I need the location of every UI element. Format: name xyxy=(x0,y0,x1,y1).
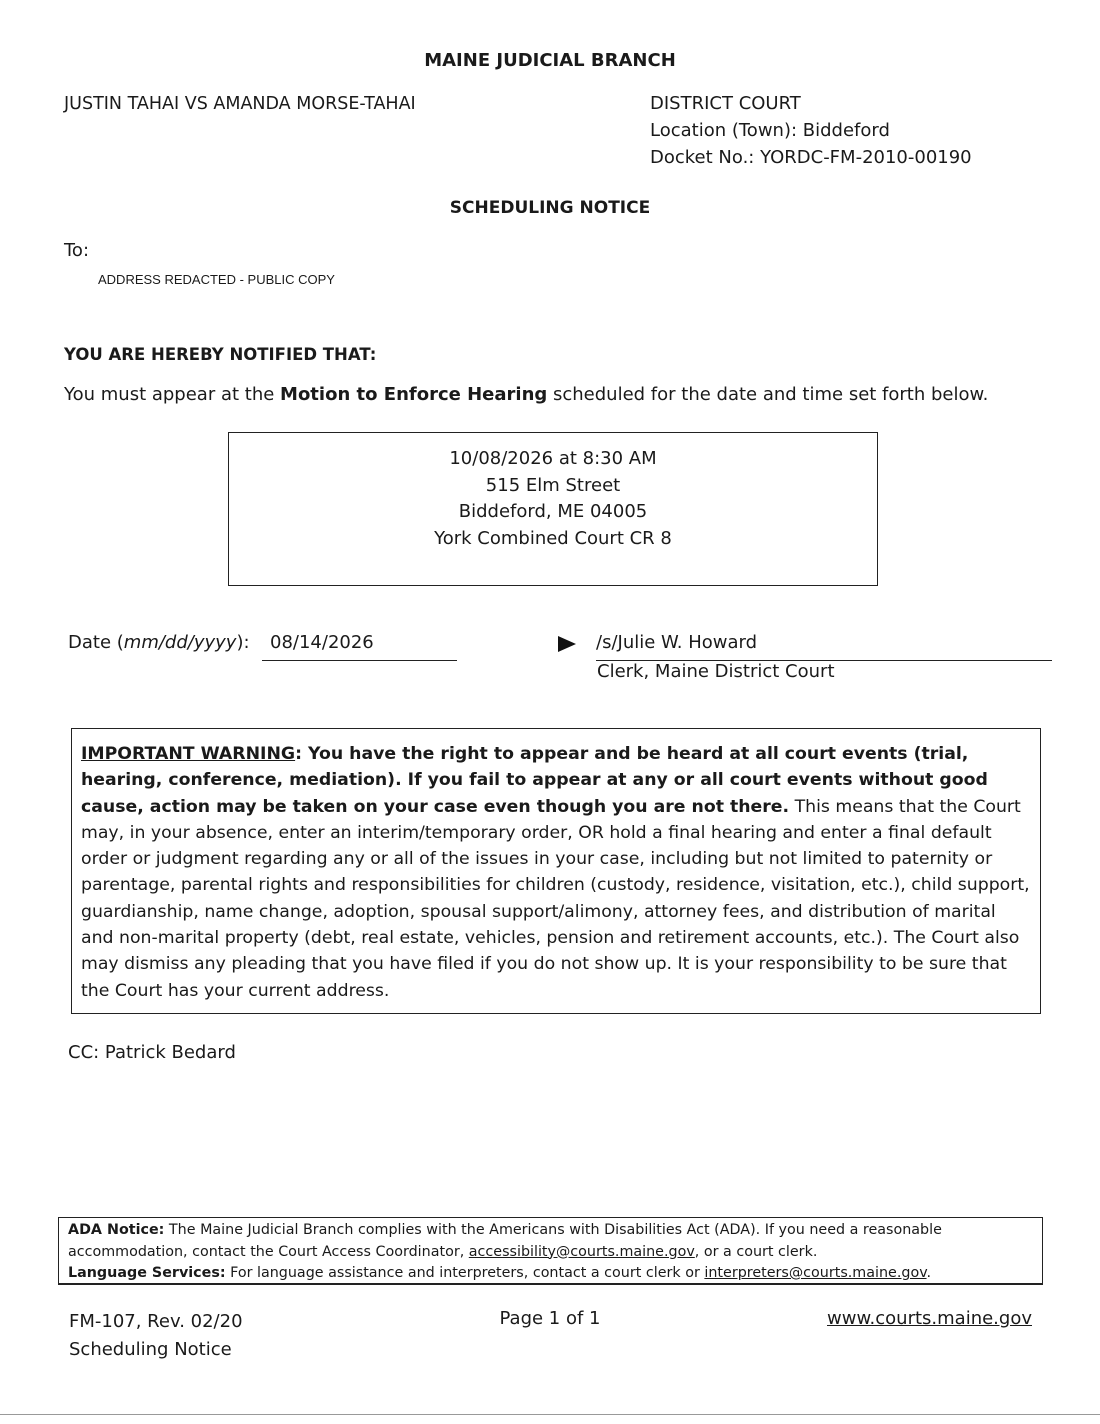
hearing-type: Motion to Enforce Hearing xyxy=(280,384,548,405)
clerk-signature: /s/Julie W. Howard xyxy=(596,632,1052,661)
case-title: JUSTIN TAHAI VS AMANDA MORSE-TAHAI xyxy=(64,94,416,114)
warning-label: IMPORTANT WARNING xyxy=(81,744,296,764)
court-location: Location (Town): Biddeford xyxy=(650,120,890,141)
date-label-suffix: ): xyxy=(236,632,250,653)
court-name: DISTRICT COURT xyxy=(650,93,801,114)
language-label: Language Services: xyxy=(68,1265,226,1281)
appear-prefix: You must appear at the xyxy=(64,384,281,405)
form-id: FM-107, Rev. 02/20 xyxy=(69,1311,243,1332)
language-tail: . xyxy=(926,1265,932,1281)
hearing-street: 515 Elm Street xyxy=(485,474,621,496)
interpreters-email-link[interactable]: interpreters@courts.maine.gov xyxy=(704,1265,927,1281)
appear-suffix: scheduled for the date and time set forth below. xyxy=(547,384,989,405)
court-info xyxy=(650,90,972,171)
hearing-city: Biddeford, ME 04005 xyxy=(458,501,648,522)
triangle-right-icon xyxy=(556,632,578,656)
docket-number: Docket No.: YORDC-FM-2010-00190 xyxy=(650,147,972,168)
hearing-datetime: 10/08/2026 at 8:30 AM xyxy=(449,448,657,469)
page-number: Page 1 of 1 xyxy=(499,1308,601,1329)
date-label-format: mm/dd/yyyy xyxy=(123,632,237,653)
language-text: For language assistance and interpreters, contact a court clerk or xyxy=(225,1265,705,1281)
to-label: To: xyxy=(64,240,90,261)
agency-title: MAINE JUDICIAL BRANCH xyxy=(424,50,676,71)
cc-line: CC: Patrick Bedard xyxy=(68,1042,236,1063)
ada-line xyxy=(68,1220,1038,1263)
warning-text xyxy=(81,741,1033,1004)
date-label xyxy=(68,632,250,653)
ada-text: The Maine Judicial Branch complies with the Americans with Disabilities Act (ADA). If you need a reasonable accommodation, contact the Court Access Coordinator, xyxy=(68,1222,942,1260)
language-line xyxy=(68,1263,1038,1285)
ada-notice-text xyxy=(68,1220,1038,1285)
appear-sentence xyxy=(64,384,988,405)
form-name: Scheduling Notice xyxy=(69,1339,232,1360)
notice-title: SCHEDULING NOTICE xyxy=(449,198,651,218)
hearing-room: York Combined Court CR 8 xyxy=(434,527,672,549)
hearing-details xyxy=(228,446,878,552)
notified-heading: YOU ARE HEREBY NOTIFIED THAT: xyxy=(64,345,377,364)
date-label-prefix: Date ( xyxy=(68,632,124,653)
warning-bold-text: : You have the right to appear and be heard at all court events (trial, hearing, conference, mediation). If you fail to appear at any or all court events without good cause, action may be taken on your case even though you are not there. xyxy=(81,744,988,817)
recipient-address: ADDRESS REDACTED - PUBLIC COPY xyxy=(98,272,335,287)
warning-body-text: This means that the Court may, in your absence, enter an interim/temporary order, OR hold a final hearing and enter a final default order or judgment regarding any or all of the issues in your case, including but not limited to paternity or parentage, parental rights and responsibilities for children (custody, residence, visitation, etc.), child support, guardianship, name change, adoption, spousal support/alimony, attorney fees, and distribution of marital and non-marital property (debt, real estate, vehicles, pension and retirement accounts, etc.). The Court also may dismiss any pleading that you have filed if you do not show up. It is your responsibility to be sure that the Court has your current address. xyxy=(81,796,1030,1001)
clerk-title: Clerk, Maine District Court xyxy=(597,661,835,682)
page-bottom-edge xyxy=(0,1414,1100,1415)
website-link[interactable]: www.courts.maine.gov xyxy=(827,1308,1032,1329)
ada-label: ADA Notice: xyxy=(68,1222,165,1238)
date-value: 08/14/2026 xyxy=(262,632,457,661)
ada-tail: , or a court clerk. xyxy=(694,1243,818,1260)
accessibility-email-link[interactable]: accessibility@courts.maine.gov xyxy=(468,1243,695,1260)
